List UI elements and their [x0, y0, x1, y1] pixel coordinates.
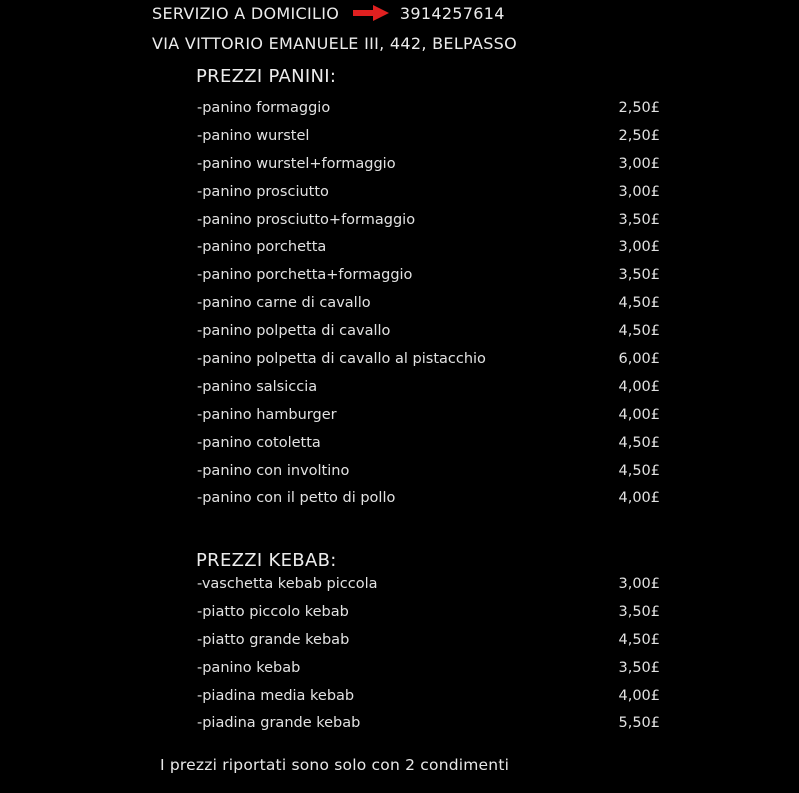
menu-item-name: -panino porchetta+formaggio: [197, 267, 413, 284]
menu-item-row: [197, 655, 660, 683]
menu-item-price: 5,50£: [618, 715, 660, 732]
menu-item-name: -piadina media kebab: [197, 687, 355, 704]
menu-item-row: [197, 374, 660, 402]
menu-item-name: -panino wurstel+formaggio: [197, 155, 396, 172]
menu-item-row: [197, 599, 660, 627]
menu-item-price: 6,00£: [618, 351, 660, 368]
menu-item-row: [197, 627, 660, 655]
kebab-price-list: [197, 571, 660, 738]
menu-item-row: [197, 207, 660, 235]
condiments-note: I prezzi riportati sono solo con 2 condimenti: [160, 756, 510, 774]
menu-item-price: 4,50£: [618, 323, 660, 340]
menu-item-name: -piatto piccolo kebab: [197, 603, 349, 620]
menu-item-price: 4,00£: [618, 687, 660, 704]
menu-item-name: -panino prosciutto+formaggio: [197, 211, 416, 228]
menu-item-name: -panino porchetta: [197, 239, 327, 256]
menu-item-row: [197, 683, 660, 711]
menu-item-row: [197, 430, 660, 458]
menu-item-name: -panino con involtino: [197, 462, 350, 479]
menu-item-name: -panino kebab: [197, 659, 301, 676]
menu-item-price: 2,50£: [618, 100, 660, 116]
menu-item-price: 4,50£: [618, 631, 660, 648]
panini-section-title: PREZZI PANINI:: [196, 66, 337, 87]
menu-item-price: 4,00£: [618, 378, 660, 395]
delivery-line: [152, 4, 505, 25]
menu-item-price: 2,50£: [618, 127, 660, 144]
menu-item-row: [197, 123, 660, 151]
kebab-section-title: PREZZI KEBAB:: [196, 550, 337, 571]
menu-item-row: [197, 262, 660, 290]
menu-item-name: -panino cotoletta: [197, 434, 321, 451]
menu-item-name: -panino polpetta di cavallo: [197, 323, 391, 340]
menu-item-price: 3,00£: [618, 239, 660, 256]
menu-item-name: -panino con il petto di pollo: [197, 490, 396, 507]
menu-item-row: [197, 402, 660, 430]
menu-item-price: 3,50£: [618, 659, 660, 676]
menu-item-row: [197, 234, 660, 262]
menu-item-row: [197, 571, 660, 599]
red-right-arrow-icon: [353, 5, 389, 25]
menu-item-price: 4,50£: [618, 462, 660, 479]
menu-item-name: -panino salsiccia: [197, 378, 318, 395]
menu-item-row: [197, 485, 660, 513]
menu-item-row: [197, 318, 660, 346]
address-line: VIA VITTORIO EMANUELE III, 442, BELPASSO: [152, 34, 518, 53]
menu-item-price: 3,50£: [618, 211, 660, 228]
menu-item-name: -piadina grande kebab: [197, 715, 361, 732]
menu-item-name: -piatto grande kebab: [197, 631, 350, 648]
menu-item-price: 3,50£: [618, 267, 660, 284]
menu-item-name: -panino formaggio: [197, 100, 331, 116]
menu-item-name: -panino polpetta di cavallo al pistacchio: [197, 351, 486, 368]
menu-item-row: [197, 346, 660, 374]
menu-item-row: [197, 179, 660, 207]
menu-item-price: 4,50£: [618, 295, 660, 312]
menu-item-price: 4,50£: [618, 434, 660, 451]
menu-item-row: [197, 458, 660, 486]
menu-item-price: 3,50£: [618, 603, 660, 620]
menu-item-price: 3,00£: [618, 576, 660, 592]
menu-item-price: 3,00£: [618, 183, 660, 200]
delivery-label: SERVIZIO A DOMICILIO: [152, 4, 340, 23]
menu-item-price: 3,00£: [618, 155, 660, 172]
menu-item-row: [197, 290, 660, 318]
menu-item-price: 4,00£: [618, 406, 660, 423]
menu-item-name: -panino hamburger: [197, 406, 337, 423]
menu-item-name: -panino wurstel: [197, 127, 310, 144]
menu-item-price: 4,00£: [618, 490, 660, 507]
phone-number[interactable]: 3914257614: [399, 4, 505, 23]
menu-item-row: [197, 95, 660, 123]
menu-item-name: -vaschetta kebab piccola: [197, 576, 378, 592]
menu-item-name: -panino carne di cavallo: [197, 295, 371, 312]
menu-item-row: [197, 710, 660, 738]
menu-item-name: -panino prosciutto: [197, 183, 329, 200]
menu-item-row: [197, 151, 660, 179]
panini-price-list: [197, 95, 660, 513]
